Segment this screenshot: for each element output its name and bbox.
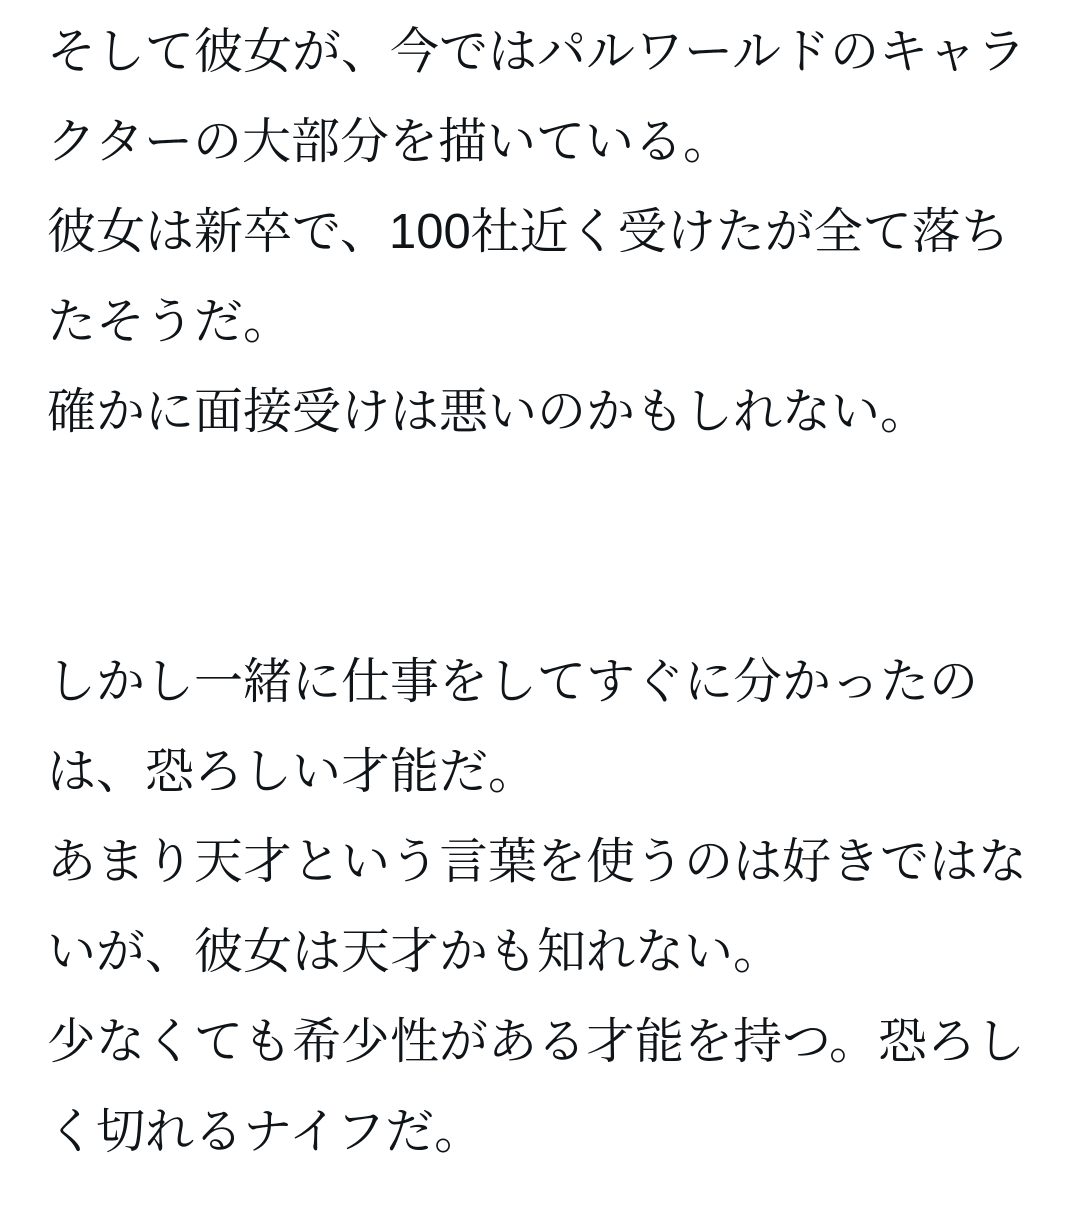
text-line: しかし一緒に仕事をしてすぐに分かったのは、恐ろしい才能だ。 xyxy=(47,655,979,799)
text-line xyxy=(47,547,1034,637)
text-line: 少なくても希少性がある才能を持つ。恐ろしく切れるナイフだ。 xyxy=(47,1015,1026,1159)
text-line xyxy=(47,457,1034,547)
text-line: あまり天才という言葉を使うのは好きではないが、彼女は天才かも知れない。 xyxy=(47,835,1028,979)
text-line: 彼女は新卒で、100社近く受けたが全て落ちたそうだ。 xyxy=(47,205,1010,349)
text-line: そして彼女が、今ではパルワールドのキャラクターの大部分を描いている。 xyxy=(47,25,1027,169)
text-line: 確かに面接受けは悪いのかもしれない。 xyxy=(47,385,930,439)
